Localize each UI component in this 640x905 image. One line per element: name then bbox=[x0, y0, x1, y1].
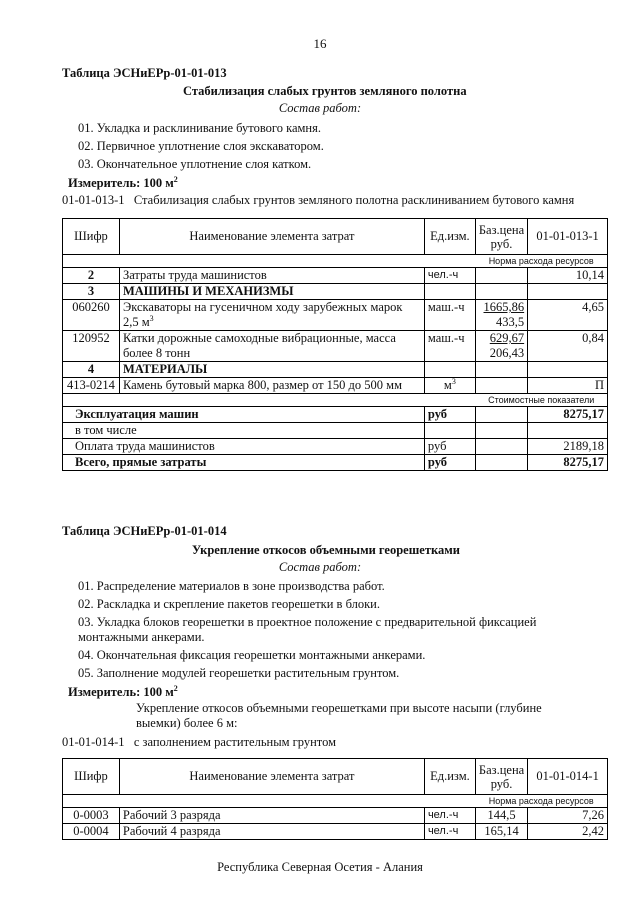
table2-step: 05. Заполнение модулей георешетки растительным грунтом. bbox=[78, 666, 400, 680]
table2-step: 01. Распределение материалов в зоне производства работ. bbox=[78, 579, 385, 593]
table-row: 4 МАТЕРИАЛЫ bbox=[63, 362, 608, 378]
table-row: 120952 Катки дорожные самоходные вибрационные, масса более 8 тонн маш.-ч 629,67 206,43 0,84 bbox=[63, 331, 608, 362]
table1-meter: Измеритель: 100 $м^2$ bbox=[68, 174, 178, 190]
table-row: 060260 Экскаваторы на гусеничном ходу зарубежных марок 2,5 $м^3$ маш.-ч 1665,86 433,5 4,65 bbox=[63, 300, 608, 331]
code: 01-01-013-1 bbox=[62, 193, 125, 207]
resource-table-1 bbox=[62, 218, 608, 471]
page-number: 16 bbox=[313, 36, 327, 51]
table-row: 0-0003 Рабочий 3 разряда чел.-ч 144,5 7,26 bbox=[63, 808, 608, 824]
table-row: 0-0004 Рабочий 4 разряда чел.-ч 165,14 2,42 bbox=[63, 824, 608, 840]
col-header-norm-code: 01-01-013-1 bbox=[528, 219, 608, 255]
table1-code-line bbox=[62, 193, 574, 208]
col-header-norm-code: 01-01-014-1 bbox=[528, 759, 608, 795]
col-header-base-price: Баз.цена руб. bbox=[475, 759, 527, 795]
table2-description: выемки) более 6 м: bbox=[136, 716, 238, 730]
cost-row: Всего, прямые затраты руб 8275,17 bbox=[63, 455, 608, 471]
table2-step: 03. Укладка блоков георешетки в проектное положение с предварительной фиксацией bbox=[78, 615, 537, 629]
table1-step: 02. Первичное уплотнение слоя экскаватором. bbox=[78, 139, 324, 153]
col-header-base-price: Баз.цена руб. bbox=[475, 219, 527, 255]
table1-title: Таблица ЭСНиЕРр-01-01-013 bbox=[62, 66, 227, 80]
col-header-cipher: Шифр bbox=[63, 219, 120, 255]
table2-heading: Укрепление откосов объемными георешетками bbox=[192, 543, 460, 557]
code: 01-01-014-1 bbox=[62, 735, 125, 749]
table1-heading: Стабилизация слабых грунтов земляного полотна bbox=[183, 84, 467, 98]
table2-step: 04. Окончательная фиксация георешетки монтажными анкерами. bbox=[78, 648, 426, 662]
page-footer: Республика Северная Осетия - Алания bbox=[217, 860, 423, 874]
norm-caption: Норма расхода ресурсов bbox=[475, 255, 607, 268]
table2-step: 02. Раскладка и скрепление пакетов георешетки в блоки. bbox=[78, 597, 380, 611]
table2-title: Таблица ЭСНиЕРр-01-01-014 bbox=[62, 524, 227, 538]
col-header-unit: Ед.изм. bbox=[424, 759, 475, 795]
cost-caption: Стоимостные показатели bbox=[475, 394, 607, 407]
table2-step: монтажными анкерами. bbox=[78, 630, 205, 644]
table1-step: 03. Окончательное уплотнение слоя катком. bbox=[78, 157, 312, 171]
table1-composition-label: Состав работ: bbox=[278, 101, 362, 115]
col-header-name: Наименование элемента затрат bbox=[119, 759, 424, 795]
cost-row: Оплата труда машинистов руб 2189,18 bbox=[63, 439, 608, 455]
col-header-unit: Ед.изм. bbox=[424, 219, 475, 255]
table-row: 413-0214 Камень бутовый марка 800, размер от 150 до 500 мм $м^3$ П bbox=[63, 378, 608, 394]
table2-meter: Измеритель: 100 $м^2$ bbox=[68, 683, 178, 699]
table2-code-line bbox=[62, 735, 336, 750]
code-description: с заполнением растительным грунтом bbox=[133, 735, 337, 749]
col-header-cipher: Шифр bbox=[63, 759, 120, 795]
table-row: 2 Затраты труда машинистов чел.-ч 10,14 bbox=[63, 268, 608, 284]
cost-row: Эксплуатация машин руб 8275,17 bbox=[63, 407, 608, 423]
table2-composition-label: Состав работ: bbox=[278, 560, 362, 574]
table-row: 3 МАШИНЫ И МЕХАНИЗМЫ bbox=[63, 284, 608, 300]
cost-row: в том числе bbox=[63, 423, 608, 439]
norm-caption: Норма расхода ресурсов bbox=[475, 795, 607, 808]
table1-step: 01. Укладка и расклинивание бутового камня. bbox=[78, 121, 321, 135]
resource-table-2 bbox=[62, 758, 608, 840]
col-header-name: Наименование элемента затрат bbox=[119, 219, 424, 255]
code-description: Стабилизация слабых грунтов земляного полотна расклиниванием бутового камня bbox=[133, 193, 575, 207]
table2-description: Укрепление откосов объемными георешетками при высоте насыпи (глубине bbox=[136, 701, 542, 715]
